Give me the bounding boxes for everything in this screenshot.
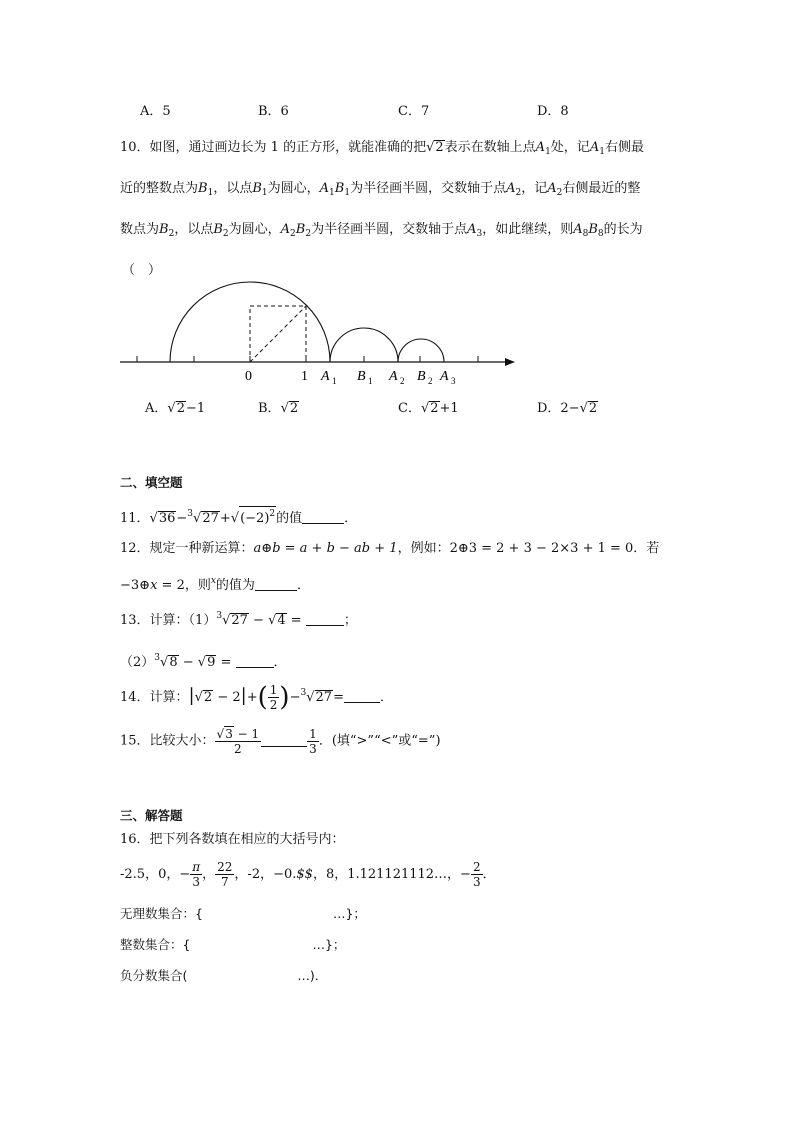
square-diagonal	[250, 306, 306, 362]
answer-blank	[302, 511, 344, 524]
sqrt-symbol: √2	[426, 140, 444, 155]
set-negative-fraction: 负分数集合( …)．	[120, 968, 328, 983]
section-heading-solve: 三、解答题	[120, 808, 183, 823]
axis-arrow	[505, 358, 515, 366]
question-13-line2: $(2)^3√8 - √9$ = ．	[120, 653, 287, 670]
question-11: 11．$√36-^3√27+√(-2)^2$的值 ．	[120, 505, 357, 528]
q9-option-b: B．6	[258, 104, 289, 119]
answer-blank	[306, 613, 344, 626]
unit-square	[250, 306, 306, 362]
q9-option-c: C．7	[398, 104, 430, 119]
question-14: 14．计算：|√2 − 2|+( $\frac{1}{2}$ )−$^3$√27= ．	[120, 682, 393, 713]
q10-line1: 10．如图，通过画边长为 1 的正方形，就能准确的把√2表示在数轴上点$A_1$处，记$A_1$右侧最	[120, 140, 644, 157]
q10-option-b: B．√2	[258, 401, 299, 416]
label-a3: A	[440, 369, 449, 384]
q10-answer-bracket: （ ）	[122, 263, 162, 278]
q10-option-d: D．2−√2	[537, 401, 598, 416]
set-irrational: 无理数集合：{ …}；	[120, 906, 366, 921]
question-12-line2: −3⊕x = 2，则$^x$的值为 ．	[120, 576, 310, 593]
label-a1-sub: 1	[332, 376, 337, 386]
label-a1: A	[321, 369, 330, 384]
label-b2-sub: 2	[428, 376, 433, 386]
answer-blank	[261, 734, 307, 747]
label-b1: B	[357, 369, 366, 384]
answer-blank	[236, 655, 274, 668]
question-16-numbers: -2.5，0，− $\frac{\pi}{3}$ ， $\frac{22}{7}$ ，-2，−0.$$，8，1.121121112…，− $\frac{2}{3}$ ．	[120, 860, 496, 889]
number-line-figure	[110, 280, 530, 390]
question-15: 15．比较大小： $\frac{√3 - 1}{2}$ $\frac{1}{3}$ ．(填“>”“<”或“=”)	[120, 726, 441, 756]
label-a3-sub: 3	[451, 376, 456, 386]
answer-blank	[344, 690, 380, 703]
label-one: 1	[301, 369, 308, 384]
q10-line3: 数点为$B_2$，以点$B_2$为圆心，$A_2B_2$为半径画半圆，交数轴于点$A_3$，如此继续，则$A_8B_8$的长为	[120, 222, 643, 239]
question-13-line1: 13．计算：$(1)^3√27 - √4$ = ；	[120, 611, 357, 628]
q10-option-c: C．√2+1	[398, 401, 459, 416]
q10-option-a: A．√2−1	[145, 401, 206, 416]
q9-option-d: D．8	[537, 104, 569, 119]
q10-line2: 近的整数点为$B_1$，以点$B_1$为圆心，$A_1B_1$为半径画半圆，交数轴于点$A_2$，记$A_2$右侧最近的整	[120, 181, 641, 198]
set-integer: 整数集合：{ …}；	[120, 937, 346, 952]
question-12-line1: 12．规定一种新运算：a⊕b = a + b − ab + 1，例如：2⊕3 = 2 + 3 − 2×3 + 1 = 0．若	[120, 541, 660, 556]
section-heading-fill-blank: 二、填空题	[120, 475, 183, 490]
question-16-prompt: 16．把下列各数填在相应的大括号内：	[120, 832, 345, 847]
label-a2-sub: 2	[400, 376, 405, 386]
label-zero: 0	[245, 369, 252, 384]
label-a2: A	[389, 369, 398, 384]
semicircle-b2	[398, 339, 444, 362]
label-b2: B	[417, 369, 426, 384]
answer-blank	[255, 578, 297, 591]
q9-option-a: A．5	[140, 104, 171, 119]
label-b1-sub: 1	[368, 376, 373, 386]
